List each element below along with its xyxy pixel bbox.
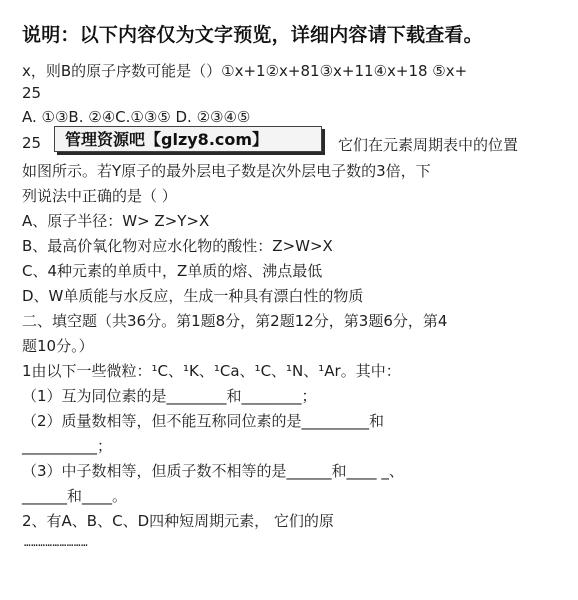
- fill-blank-q1-part2: （2）质量数相等，但不能互称同位素的是_________和: [22, 412, 385, 430]
- fill-blank-q1-intro: 1由以下一些微粒：¹C、¹K、¹Ca、¹C、¹N、¹Ar。其中：: [22, 362, 401, 380]
- section-heading-continuation: 题10分。）: [22, 337, 94, 355]
- option-a: A、原子半径：W> Z>Y>X: [22, 212, 210, 230]
- fill-blank-q1-part1: （1）互为同位素的是________和________；: [22, 387, 317, 405]
- question-text-periodic-position: 它们在元素周期表中的位置: [338, 136, 519, 154]
- option-d: D、W单质能与水反应，生成一种具有漂白性的物质: [22, 287, 364, 305]
- option-b: B、最高价氧化物对应水化物的酸性：Z>W>X: [22, 237, 333, 255]
- watermark-banner: 管理资源吧【glzy8.com】: [54, 126, 322, 152]
- option-c: C、4种元素的单质中，Z单质的熔、沸点最低: [22, 262, 323, 280]
- fill-blank-q1-part3: （3）中子数相等，但质子数不相等的是______和____ _、: [22, 462, 404, 480]
- question-prompt-line: 列说法中正确的是（ ）: [22, 187, 177, 205]
- question-number-line: 25: [22, 134, 42, 152]
- fill-blank-q1-part2-continuation: __________；: [22, 437, 113, 455]
- answer-options-line: A. ①③B. ②④C.①③⑤ D. ②③④⑤: [22, 108, 251, 126]
- question-line-continuation: 25: [22, 84, 42, 102]
- section-heading-fill-blank: 二、填空题（共36分。第1题8分，第2题12分，第3题6分，第4: [22, 312, 448, 330]
- preview-notice: 说明：以下内容仅为文字预览，详细内容请下载查看。: [22, 24, 483, 46]
- question-line-b-atomic-number: x，则B的原子序数可能是（）①x+1②x+81③x+11④x+18 ⑤x+: [22, 62, 468, 80]
- truncation-ellipsis: ………………………: [24, 536, 89, 549]
- fill-blank-q1-part3-continuation: ______和____。: [22, 487, 128, 505]
- question-line-y-atom: 如图所示。若Y原子的最外层电子数是次外层电子数的3倍，下: [22, 162, 431, 180]
- fill-blank-q2-intro: 2、有A、B、C、D四种短周期元素， 它们的原: [22, 512, 334, 530]
